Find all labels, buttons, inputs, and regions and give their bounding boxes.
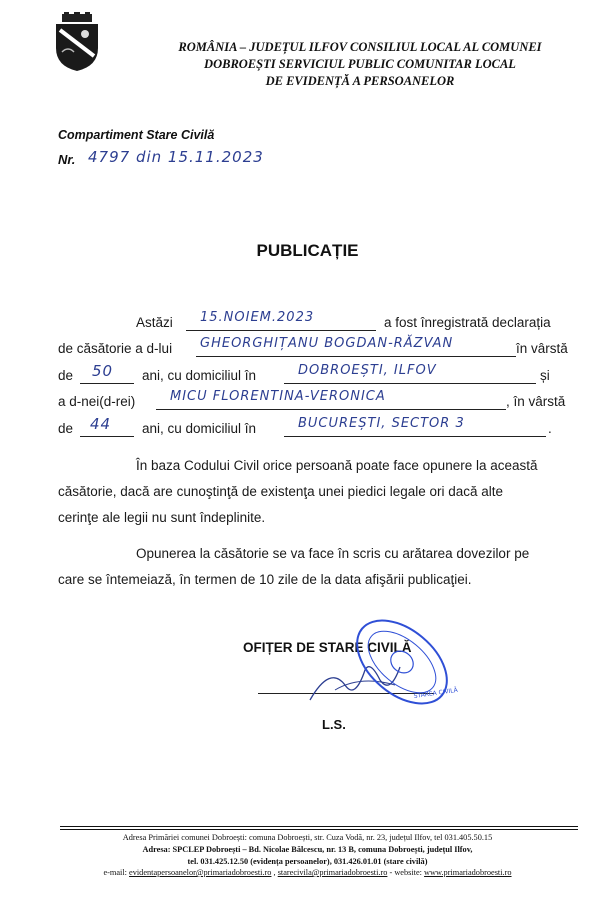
text-de-1: de	[58, 368, 74, 383]
coat-of-arms-icon	[52, 12, 102, 72]
footer-line-1: Adresa Primăriei comunei Dobroești: comuna Dobroești, str. Cuza Vodă, nr. 23, județul Ilfov, tel 031.405.50.15	[122, 833, 493, 842]
header-line-1: ROMÂNIA – JUDEȚUL ILFOV CONSILIUL LOCAL AL COMUNEI	[178, 40, 542, 54]
text-domicile-2: ani, cu domiciliul în	[142, 421, 257, 436]
footer-line-2: Adresa: SPCLEP Dobroești – Bd. Nicolae Bălcescu, nr. 13 B, comuna Dobroești, județul Ilfov,	[142, 845, 473, 854]
date-field	[186, 310, 376, 331]
groom-domicile: DOBROEȘTI, ILFOV	[298, 363, 437, 378]
ls-label: L.S.	[322, 717, 346, 732]
paragraph-2-line-3: cerinţe ale legii nu sunt îndeplinite.	[58, 510, 266, 525]
bride-field	[156, 389, 506, 410]
footer-separator: ,	[271, 868, 278, 877]
stamp-text: STAREA CIVILĂ	[413, 686, 459, 700]
bride-age: 44	[90, 415, 112, 433]
text-mrs: a d-nei(d-rei)	[58, 394, 136, 409]
footer-rule-2	[60, 829, 578, 830]
page-title: PUBLICAȚIE	[256, 241, 359, 260]
bride-age-field	[80, 415, 134, 437]
registration-number: 4797 din 15.11.2023	[88, 148, 264, 166]
text-astazi: Astăzi	[136, 315, 173, 330]
footer-rule	[60, 826, 578, 827]
text-age-2: , în vârstă	[506, 394, 566, 409]
bride-domicile: BUCUREȘTI, SECTOR 3	[298, 416, 465, 431]
registration-label: Nr.	[58, 152, 76, 167]
groom-name: GHEORGHIȚANU BOGDAN-RĂZVAN	[200, 336, 454, 351]
paragraph-3-line-2: care se întemeiază, în termen de 10 zile de la data afişării publicaţiei.	[58, 572, 472, 587]
footer-website-label: - website:	[387, 868, 425, 877]
groom-domicile-field	[284, 363, 536, 384]
groom-age: 50	[92, 362, 114, 380]
paragraph-3-line-1: Opunerea la căsătorie se va face în scris cu arătarea dovezilor pe	[136, 546, 530, 561]
text-period: .	[548, 421, 552, 436]
groom-age-field	[80, 362, 134, 384]
footer-email-2[interactable]: starecivila@primariadobroesti.ro	[277, 868, 388, 877]
signature-title: OFIȚER DE STARE CIVILĂ	[243, 640, 412, 655]
header-line-2: DOBROEȘTI SERVICIUL PUBLIC COMUNITAR LOCAL	[204, 57, 516, 71]
header-line-3: DE EVIDENȚĂ A PERSOANELOR	[265, 74, 455, 88]
text-domicile-1: ani, cu domiciliul în	[142, 368, 257, 383]
date-value: 15.NOIEM.2023	[200, 310, 315, 325]
bride-domicile-field	[284, 416, 546, 437]
footer-line-4	[0, 868, 615, 877]
text-marriage-of: de căsătorie a d-lui	[58, 341, 173, 356]
paragraph-2-line-2: căsătorie, dacă are cunoştinţă de existenţa unei piedici legale ori dacă alte	[58, 484, 504, 499]
footer-line-3: tel. 031.425.12.50 (evidența persoanelor), 031.426.01.01 (stare civilă)	[187, 857, 428, 866]
paragraph-2-line-1: În baza Codului Civil orice persoană poate face opunere la această	[136, 458, 538, 473]
footer-email-prefix: e-mail:	[103, 868, 130, 877]
footer-website-link[interactable]: www.primariadobroesti.ro	[424, 868, 512, 877]
bride-name: MICU FLORENTINA-VERONICA	[170, 389, 386, 404]
footer-email-1[interactable]: evidentapersoanelor@primariadobroesti.ro	[129, 868, 272, 877]
official-stamp-icon	[342, 600, 462, 725]
department-label: Compartiment Stare Civilă	[58, 128, 215, 142]
text-age-1: în vârstă	[516, 341, 568, 356]
text-de-2: de	[58, 421, 74, 436]
text-and: și	[540, 368, 550, 383]
text-registered: a fost înregistrată declarația	[384, 315, 551, 330]
groom-field	[196, 336, 516, 357]
